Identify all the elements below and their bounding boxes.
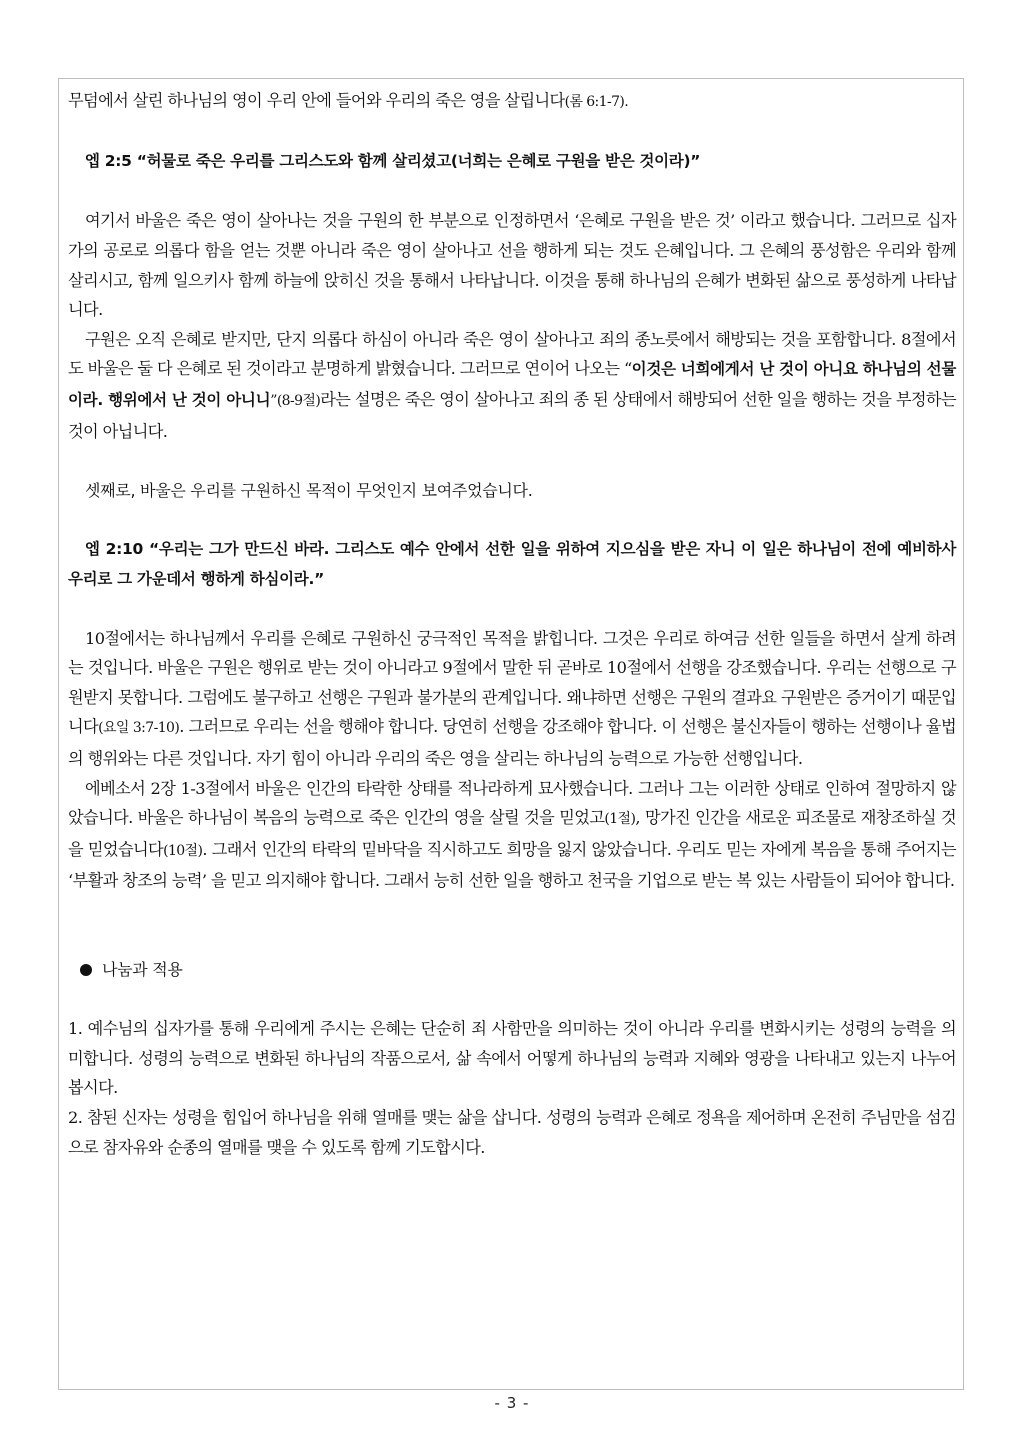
page-number: - 3 - bbox=[494, 1394, 530, 1412]
application-item-2: 2. 참된 신자는 성령을 힘입어 하나님을 위해 열매를 맺는 삶을 삽니다. 성령의 능력과 은혜로 정욕을 제어하며 온전히 주님만을 섬김으로 참자유와 순종의 열매를 맺을 수 있도록 함께 기도합시다. bbox=[68, 1108, 956, 1157]
document-body bbox=[68, 86, 956, 1162]
scripture-reference: (롬 6:1-7). bbox=[564, 94, 629, 110]
paragraph-intro: 무덤에서 살린 하나님의 영이 우리 안에 들어와 우리의 죽은 영을 살립니다(롬 6:1-7). bbox=[68, 91, 629, 110]
scripture-reference: (10절) bbox=[163, 842, 203, 859]
scripture-reference: (1절) bbox=[604, 811, 636, 828]
verse-eph-2-10: 엡 2:10 “우리는 그가 만드신 바라. 그리스도 예수 안에서 선한 일을 위하여 지으심을 받은 자니 이 일은 하나님이 전에 예비하사 우리로 그 가운데서 행하게 하심이라.” bbox=[68, 539, 956, 588]
bold-quote: 이것은 너희에게서 난 것이 아니요 하나님의 선물이라. 행위에서 난 것이 아니니 bbox=[68, 360, 956, 409]
application-item-1: 1. 예수님의 십자가를 통해 우리에게 주시는 은혜는 단순히 죄 사함만을 의미하는 것이 아니라 우리를 변화시키는 성령의 능력을 의미합니다. 성령의 능력으로 변화된 하나님의 작품으로서, 삶 속에서 어떻게 하나님의 능력과 지혜와 영광을 나타내고 있는지 나누어봅시다. bbox=[68, 1019, 956, 1098]
verse-eph-2-5: 엡 2:5 “허물로 죽은 우리를 그리스도와 함께 살리셨고(너희는 은혜로 구원을 받은 것이라)” bbox=[85, 152, 701, 171]
bullet-icon bbox=[80, 964, 92, 976]
section-title-sharing: 나눔과 적용 bbox=[68, 955, 956, 985]
scripture-reference: ”(8-9절) bbox=[270, 392, 321, 409]
scripture-reference: (요일 3:7-10) bbox=[98, 720, 180, 737]
section-heading-third: 셋째로, 바울은 우리를 구원하신 목적이 무엇인지 보여주었습니다. bbox=[85, 480, 533, 500]
paragraph-good-works: 10절에서는 하나님께서 우리를 은혜로 구원하신 궁극적인 목적을 밝힙니다. 그것은 우리로 하여금 선한 일들을 하면서 살게 하려는 것입니다. 바울은 구원은 행위로 받는 것이 아니라고 9절에서 말한 뒤 곧바로 10절에서 선행을 강조했습니다. 우리는 선행으로 구원받지 못합니다. 그럼에도 불구하고 선행은 구원과 불가분의 관계입니다. 왜냐하면 선행은 구원의 결과요 구원받은 증거이기 때문입니다(요일 3:7-10). 그러므로 우리는 선을 행해야 합니다. 당연히 선행을 강조해야 합니다. 이 선행은 불신자들이 행하는 선행이나 율법의 행위와는 다른 것입니다. 자기 힘이 아니라 우리의 죽은 영을 살리는 하나님의 능력으로 가능한 선행입니다. bbox=[68, 628, 956, 769]
paragraph-ephesians: 에베소서 2장 1-3절에서 바울은 인간의 타락한 상태를 적나라하게 묘사했습니다. 그러나 그는 이러한 상태로 인하여 절망하지 않았습니다. 바울은 하나님이 복음의 능력으로 죽은 인간의 영을 살릴 것을 믿었고(1절), 망가진 인간을 새로운 피조물로 재창조하실 것을 믿었습니다(10절). 그래서 인간의 타락의 밑바닥을 직시하고도 희망을 잃지 않았습니다. 우리도 믿는 자에게 복음을 통해 주어지는 ‘부활과 창조의 능력’ 을 믿고 의지해야 합니다. 그래서 능히 선한 일을 행하고 천국을 기업으로 받는 복 있는 사람들이 되어야 합니다. bbox=[68, 778, 956, 891]
paragraph-grace: 여기서 바울은 죽은 영이 살아나는 것을 구원의 한 부분으로 인정하면서 ‘은혜로 구원을 받은 것’ 이라고 했습니다. 그러므로 십자가의 공로로 의롭다 함을 얻는 것뿐 아니라 죽은 영이 살아나고 선을 행하게 되는 것도 은혜입니다. 그 은혜의 풍성함은 우리와 함께 살리시고, 함께 일으키사 함께 하늘에 앉히신 것을 통해서 나타납니다. 이것을 통해 하나님의 은혜가 변화된 삶으로 풍성하게 나타납니다. bbox=[68, 211, 956, 320]
paragraph-salvation: 구원은 오직 은혜로 받지만, 단지 의롭다 하심이 아니라 죽은 영이 살아나고 죄의 종노릇에서 해방되는 것을 포함합니다. 8절에서도 바울은 둘 다 은혜로 된 것이라고 분명하게 밝혔습니다. 그러므로 연이어 나오는 “이것은 너희에게서 난 것이 아니요 하나님의 선물이라. 행위에서 난 것이 아니니”(8-9절)라는 설명은 죽은 영이 살아나고 죄의 종 된 상태에서 해방되어 선한 일을 행하는 것을 부정하는 것이 아닙니다. bbox=[68, 329, 956, 441]
